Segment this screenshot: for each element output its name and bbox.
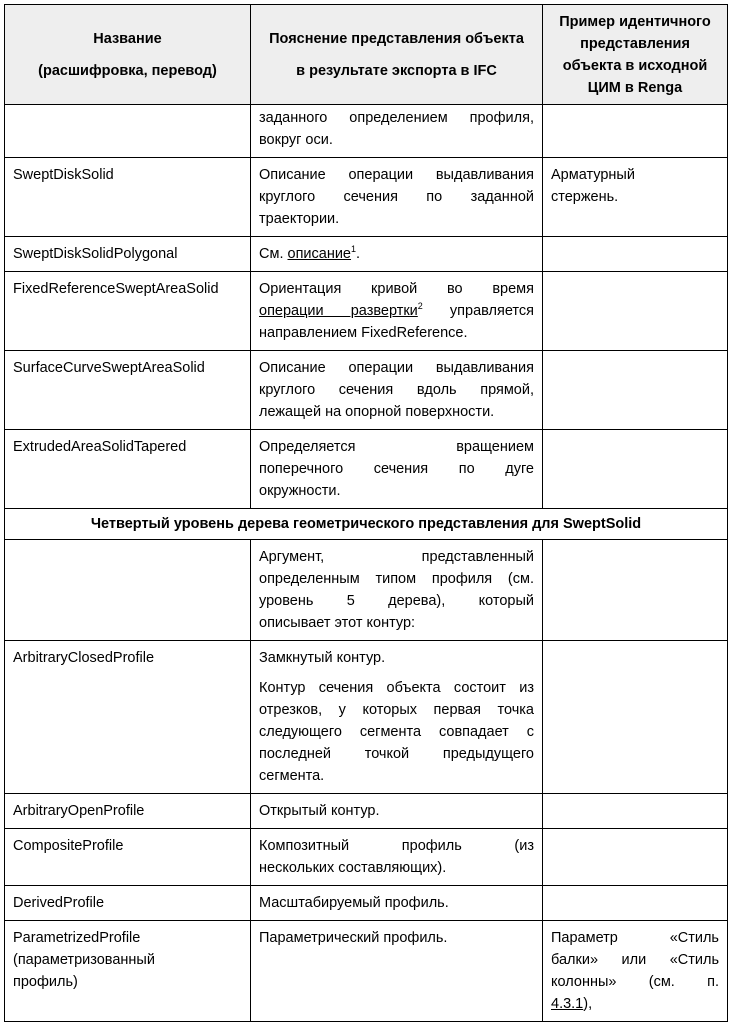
section-title: Четвертый уровень дерева геометрического представления для SweptSolid (5, 509, 728, 540)
desc-paragraph (259, 677, 534, 787)
desc-line: круглого сечения вдоль прямой, (259, 382, 534, 398)
cell-name: DerivedProfile (5, 886, 251, 921)
desc-paragraph: Замкнутый контур. (259, 650, 386, 666)
cell-name (5, 540, 251, 641)
cell-description (251, 540, 543, 641)
name-line: профиль) (13, 974, 78, 990)
cell-name: ExtrudedAreaSolidTapered (5, 430, 251, 509)
desc-line: последней точкой предыдущего (259, 746, 534, 762)
desc-after: управляется (422, 303, 534, 319)
example-line: колонны» (см. п. (551, 974, 719, 990)
desc-line: заданного определением профиля, (259, 110, 534, 126)
table-row (5, 351, 728, 430)
example-tail: ), (583, 996, 593, 1012)
example-line: балки» или «Стиль (551, 952, 719, 968)
cell-example (543, 430, 728, 509)
header-name-line1: Название (93, 30, 162, 47)
table-row (5, 886, 728, 921)
cell-description: Открытый контур. (251, 794, 543, 829)
desc-line: сегмента. (259, 768, 325, 784)
cell-example (543, 351, 728, 430)
cell-example (543, 794, 728, 829)
cell-example (543, 641, 728, 794)
cell-example (543, 829, 728, 886)
table-row (5, 430, 728, 509)
cell-description (251, 105, 543, 158)
header-example (543, 5, 728, 105)
section-header-row (5, 509, 728, 540)
table-row (5, 794, 728, 829)
cell-example (543, 237, 728, 272)
desc-prefix: См. (259, 246, 288, 262)
example-line: стержень. (551, 189, 619, 205)
desc-line: Описание операции выдавливания (259, 360, 534, 376)
cell-description (251, 641, 543, 794)
cell-description (251, 829, 543, 886)
cell-example (543, 540, 728, 641)
cell-name: SweptDiskSolidPolygonal (5, 237, 251, 272)
cell-description (251, 430, 543, 509)
desc-line: круглого сечения по заданной (259, 189, 534, 205)
cell-name (5, 105, 251, 158)
desc-line: следующего сегмента совпадает с (259, 724, 534, 740)
footnote-ref[interactable]: 1 (351, 244, 357, 255)
cell-example (543, 272, 728, 351)
desc-line: Аргумент, представленный (259, 549, 534, 565)
desc-line: траектории. (259, 211, 340, 227)
table-row (5, 921, 728, 1022)
desc-line: определенным типом профиля (см. (259, 571, 534, 587)
header-description-line1: Пояснение представления объекта (269, 30, 524, 47)
cell-name: SurfaceCurveSweptAreaSolid (5, 351, 251, 430)
cell-name: ArbitraryOpenProfile (5, 794, 251, 829)
desc-line: нескольких составляющих). (259, 860, 447, 876)
description-link[interactable]: описание (287, 246, 352, 262)
desc-line: окружности. (259, 483, 341, 499)
cell-name: FixedReferenceSweptAreaSolid (5, 272, 251, 351)
table-row (5, 272, 728, 351)
cell-name: ArbitraryClosedProfile (5, 641, 251, 794)
table-row (5, 237, 728, 272)
desc-line: Определяется вращением (259, 439, 534, 455)
desc-line: описывает этот контур: (259, 615, 416, 631)
name-line: ParametrizedProfile (13, 930, 141, 946)
desc-line: Ориентация кривой во время (259, 281, 534, 297)
table-row (5, 641, 728, 794)
cell-description (251, 351, 543, 430)
desc-line: направлением FixedReference. (259, 325, 468, 341)
header-name-line2: (расшифровка, перевод) (38, 62, 217, 79)
cell-description: Масштабируемый профиль. (251, 886, 543, 921)
desc-line (259, 300, 534, 322)
ifc-mapping-table (4, 4, 728, 1022)
example-line (551, 993, 719, 1015)
footnote-ref[interactable]: 2 (417, 301, 423, 312)
desc-line: вокруг оси. (259, 132, 333, 148)
desc-line: уровень 5 дерева), который (259, 593, 534, 609)
example-line: Арматурный (551, 167, 635, 183)
cell-description (251, 237, 543, 272)
cell-example (543, 886, 728, 921)
cell-description: Параметрический профиль. (251, 921, 543, 1022)
table-row (5, 540, 728, 641)
cell-name (5, 921, 251, 1022)
header-description (251, 5, 543, 105)
desc-suffix: . (356, 246, 361, 262)
table-header-row (5, 5, 728, 105)
table-row (5, 829, 728, 886)
desc-line: Описание операции выдавливания (259, 167, 534, 183)
cell-description (251, 158, 543, 237)
name-line: (параметризованный (13, 952, 155, 968)
desc-line: Композитный профиль (из (259, 838, 534, 854)
cell-example (543, 105, 728, 158)
desc-line: лежащей на опорной поверхности. (259, 404, 495, 420)
header-description-line2: в результате экспорта в IFC (296, 62, 497, 79)
header-example-text: Пример идентичного представления объекта в исходной ЦИМ в Renga (559, 14, 711, 96)
desc-line: поперечного сечения по дуге (259, 461, 534, 477)
cell-name: CompositeProfile (5, 829, 251, 886)
desc-line: Контур сечения объекта состоит из (259, 680, 534, 696)
cell-example (543, 158, 728, 237)
cell-description (251, 272, 543, 351)
cell-example (543, 921, 728, 1022)
example-line: Параметр «Стиль (551, 930, 719, 946)
cell-name: SweptDiskSolid (5, 158, 251, 237)
table-row (5, 158, 728, 237)
table-row (5, 105, 728, 158)
desc-line: отрезков, у которых первая точка (259, 702, 534, 718)
sweep-operation-link[interactable]: операции развертки (259, 303, 418, 319)
section-link[interactable]: 4.3.1 (551, 996, 584, 1012)
header-name (5, 5, 251, 105)
